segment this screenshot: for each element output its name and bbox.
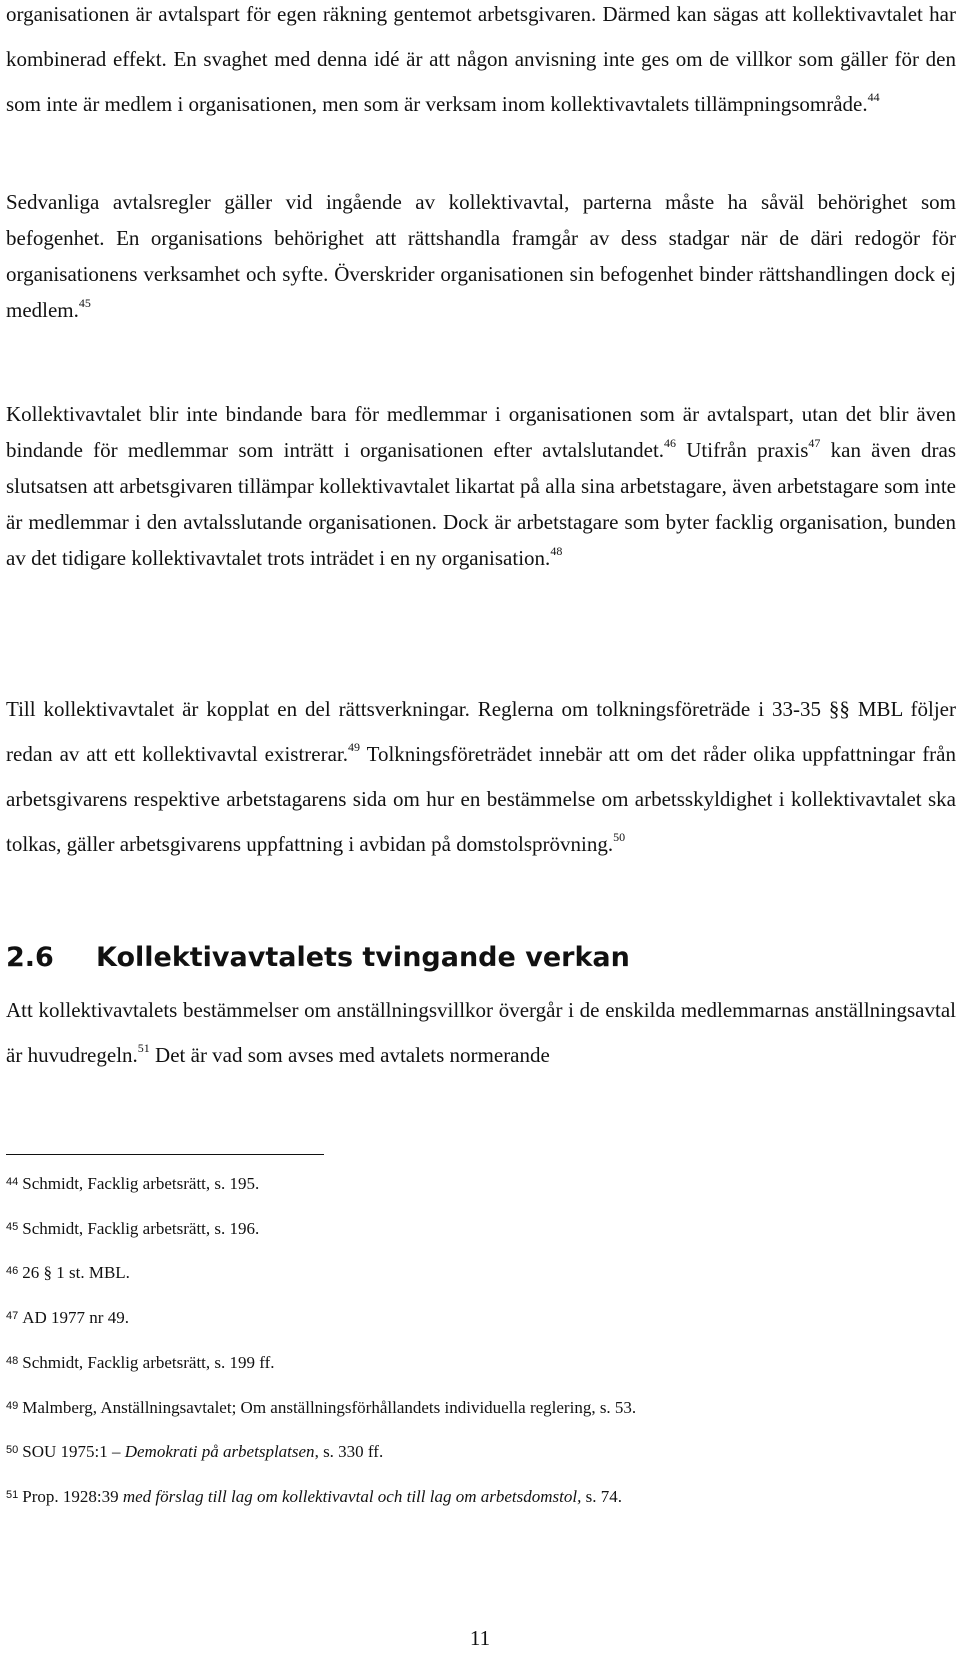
paragraph-text: Att kollektivavtalets bestämmelser om anställningsvillkor övergår i de enskilda medlemmarnas anställningsavtal är huvudregeln. bbox=[6, 998, 956, 1067]
paragraph-text: Det är vad som avses med avtalets normerande bbox=[149, 1043, 550, 1067]
paragraph-text: Sedvanliga avtalsregler gäller vid ingående av kollektivavtal, parterna måste ha såväl behörighet som befogenhet. En organisations behörighet att rättshandla framgår av dess stadgar när de däri redogör för organisationens verksamhet och syfte. Överskrider organisationen sin befogenhet binder rättshandlingen dock ej medlem. bbox=[6, 190, 956, 322]
footnote-text: s. 74. bbox=[581, 1487, 622, 1506]
footnote-text: Prop. 1928:39 bbox=[22, 1487, 123, 1506]
footnote-number: 45 bbox=[6, 1221, 19, 1233]
footnote-ref-46[interactable]: 46 bbox=[664, 436, 677, 450]
footnote-text: AD 1977 nr 49. bbox=[22, 1308, 129, 1327]
footnote-45 bbox=[6, 1218, 956, 1242]
footnote-text: Malmberg, Anställningsavtalet; Om anställningsförhållandets individuella reglering, s. 53. bbox=[22, 1398, 637, 1417]
footnote-text: Schmidt, Facklig arbetsrätt, s. 196. bbox=[22, 1219, 260, 1238]
paragraph-text: Till kollektivavtalet är kopplat en del rättsverkningar. Reglerna om tolkningsföreträde i 33-35 §§ MBL följer redan av att ett kollektivavtal existrerar. bbox=[6, 697, 956, 766]
paragraph-text: Utifrån praxis bbox=[676, 438, 809, 462]
footnote-separator bbox=[6, 1154, 324, 1155]
footnote-ref-48[interactable]: 48 bbox=[550, 544, 563, 558]
footnote-ref-44[interactable]: 44 bbox=[867, 90, 880, 104]
paragraph-2 bbox=[6, 184, 956, 328]
paragraph-text: Kollektivavtalet blir inte bindande bara för medlemmar i organisationen som är avtalspart, utan det blir även bindande för medlemmar som inträtt i organisationen efter avtalslutandet. bbox=[6, 402, 956, 462]
footnote-number: 47 bbox=[6, 1310, 19, 1322]
footnote-text: , s. 330 ff. bbox=[314, 1442, 384, 1461]
footnote-number: 48 bbox=[6, 1355, 19, 1367]
paragraph-text: organisationen är avtalspart för egen räkning gentemot arbetsgivaren. Därmed kan sägas att kollektivavtalet har kombinerad effekt. En svaghet med denna idé är att någon anvisning inte ges om de villkor som gäller för den som inte är medlem i organisationen, men som är verksam inom kollektivavtalets tillämpningsområde. bbox=[6, 2, 956, 116]
footnote-44 bbox=[6, 1173, 956, 1197]
footnote-text: Schmidt, Facklig arbetsrätt, s. 195. bbox=[22, 1174, 260, 1193]
footnote-number: 50 bbox=[6, 1444, 19, 1456]
footnote-47 bbox=[6, 1307, 956, 1331]
footnote-title-italic: med förslag till lag om kollektivavtal och till lag om arbetsdomstol, bbox=[122, 1487, 582, 1506]
paragraph-1 bbox=[6, 0, 956, 127]
paragraph-text: Tolkningsföreträdet innebär att om det råder olika uppfattningar från arbetsgivarens respektive arbetstagarens sida om hur en bestämmelse om arbetsskyldighet i kollektivavtalet ska tolkas, gäller arbetsgivarens uppfattning i avbidan på domstolsprövning. bbox=[6, 742, 956, 856]
footnote-text: SOU 1975:1 – bbox=[22, 1442, 125, 1461]
footnote-ref-49[interactable]: 49 bbox=[348, 740, 361, 754]
footnote-49 bbox=[6, 1397, 956, 1421]
footnote-ref-50[interactable]: 50 bbox=[613, 830, 626, 844]
footnote-number: 44 bbox=[6, 1176, 19, 1188]
paragraph-5 bbox=[6, 988, 956, 1078]
footnote-number: 49 bbox=[6, 1400, 19, 1412]
footnote-ref-47[interactable]: 47 bbox=[808, 436, 821, 450]
footnote-number: 46 bbox=[6, 1265, 19, 1277]
footnote-50 bbox=[6, 1441, 956, 1465]
footnote-ref-51[interactable]: 51 bbox=[137, 1041, 150, 1055]
footnote-text: Schmidt, Facklig arbetsrätt, s. 199 ff. bbox=[22, 1353, 275, 1372]
footnote-text: 26 § 1 st. MBL. bbox=[22, 1263, 130, 1282]
paragraph-text: kan även dras slutsatsen att arbetsgivaren tillämpar kollektivavtalet likartat på alla sina arbetstagare, även arbetstagare som inte är medlemmar i den avtalsslutande organisationen. Dock är arbetstagare som byter facklig organisation, bunden av det tidigare kollektivavtalet trots inträdet i en ny organisation. bbox=[6, 438, 957, 570]
paragraph-4 bbox=[6, 687, 956, 867]
section-number: 2.6 bbox=[6, 942, 54, 973]
footnote-number: 51 bbox=[6, 1489, 19, 1501]
footnote-51 bbox=[6, 1486, 956, 1510]
section-title: Kollektivavtalets tvingande verkan bbox=[96, 942, 630, 973]
page-number: 11 bbox=[469, 1626, 491, 1650]
footnote-ref-45[interactable]: 45 bbox=[78, 296, 91, 310]
footnote-title-italic: Demokrati på arbetsplatsen bbox=[124, 1442, 315, 1461]
footnote-48 bbox=[6, 1352, 956, 1376]
section-heading bbox=[6, 938, 630, 978]
footnote-46 bbox=[6, 1262, 956, 1286]
paragraph-3 bbox=[6, 396, 956, 576]
